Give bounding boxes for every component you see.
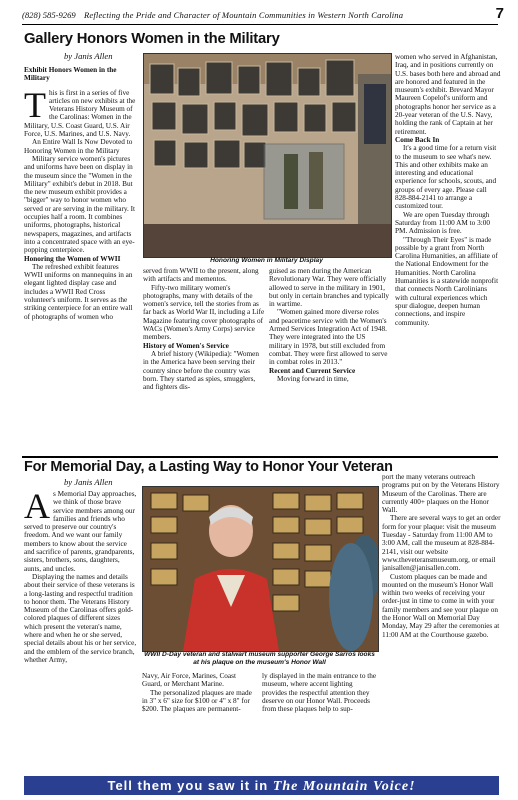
footer-text: Tell them you saw it in [107,778,269,793]
article1-column-4 [395,53,501,454]
article1-col2-subhead: History of Women's Service [143,341,229,350]
article1-lead: his is first in a series of five articles on new exhibits at the Veterans History Museum of the Carolinas: Women in the Military, U.S. Coast Guard, U.S. Air Force, U.S. Marines, and U.S. Navy. [24,88,136,139]
header-phone: (828) 585-9269 [22,10,76,20]
article2-photo-caption: WWII D-Day veteran and stalwart museum supporter George Sarros looks at his plaque on the museum's Honor Wall [144,651,375,666]
article1-photo [143,53,392,258]
article1-column-1 [24,66,138,453]
article2-drop-cap: A [24,490,50,526]
article2-title: For Memorial Day, a Lasting Way to Honor Your Veteran [24,459,393,475]
article1-column-3 [269,267,390,454]
footer-banner [24,776,499,795]
military-display-image [144,54,391,257]
article1-col3-p1: guised as men during the American Revolutionary War. They were officially allowed to serve in the military in 1901, but only in certain branches and typically in wartime. [269,267,389,309]
article-divider [22,456,498,458]
article2-photo [142,486,379,652]
article2-lead: s Memorial Day approaches, we think of those brave service members among our families and friends who served to preserve our country's freedom. And we want our family members to know about the service and sacrifice of parents, grandparents, sisters, brothers, sons, daughters, aunts, and uncles. [24,490,137,573]
article2-column-3 [262,672,377,772]
article1-col2-p2: Fifty-two military women's photographs, many with details of the women's service, tell the stories from as far back as World War II, including a Life Magazine featuring cover photographs of WACs (Women's Army Corps) service members. [143,283,265,342]
article1-col1-p3: Military service women's pictures and uniforms have been on display in the museum since the "Women in the Military" exhibit's debut in 2018. But the new museum exhibit provides a "bigger" way to honor women who served or are serving in the military. It occupies half a room. It combines uniforms, photographs, historical newspapers, magazines, and artifacts into a concentrated space with an eye-popping centerpiece. [24,154,136,255]
article2-col4-p1: port the many veterans outreach programs put on by the Veterans History Museum of the Carolinas. There are currently 400+ plaques on the Honor Wall. [382,473,500,515]
article1-subhead: Exhibit Honors Women in the Military [24,66,117,83]
page-number: 7 [495,5,504,22]
article1-byline: by Janis Allen [64,51,113,61]
article1-col2-p1: served from WWII to the present, along with artifacts and mementos. [143,267,259,284]
article2-col3-p1: ly displayed in the main entrance to the museum, where accent lighting provides the respectful attention they deserve on our Honor Wall. Proceeds from these plaques help to sup- [262,672,377,714]
header-tagline: Reflecting the Pride and Character of Mountain Communities in Western North Carolina [84,10,404,20]
honor-wall-image [143,487,378,651]
article1-col3-p3: Moving forward in time, [277,374,349,383]
article1-col2-p3: A brief history (Wikipedia): "Women in the America have been serving their country since before the country was born. They started as spies, smugglers, and fighters dis- [143,349,259,392]
header-rule [22,24,498,25]
article1-drop-cap: T [24,84,46,125]
article1-title: Gallery Honors Women in the Military [24,31,280,47]
article2-col2-p2: The personalized plaques are made in 3" x 6" size for $100 or 4" x 8" for $200. The plaques are permanent- [142,688,252,714]
article1-col1-p4: The refreshed exhibit features WWII uniforms on mannequins in an elegant lighted display case and includes a WWII Red Cross volunteer's uniform. It serves as the striking centerpiece for an entire wall of photographs of women who [24,262,133,321]
article1-column-2 [143,267,266,454]
article2-byline: by Janis Allen [64,477,113,487]
article2-column-4 [382,473,501,773]
article1-col4-subhead: Come Back In [395,135,440,144]
article2-col2-p1: Navy, Air Force, Marines, Coast Guard, or Merchant Marine. [142,672,236,689]
article1-col4-p2: It's a good time for a return visit to the museum to see what's new. This and other exhibits make an interesting and educational experience for schools, scouts, and groups of every age. Please call 828-884-2141 to arrange a customized tour. [395,144,497,211]
article2-col1-p2: Displaying the names and details about their service of these veterans is a long-lasting and respectful tradition to honor them. The Veterans History Museum of the Carolinas offers gold-colored plaques of different sizes which present the veteran's name, where and when he or she served, special details about his or her service, and the emblem of the service branch, whether Army, [24,572,137,664]
article1-col4-p1: women who served in Afghanistan, Iraq, and in positions currently on U.S. bases both here and abroad and are honored and featured in the museum's exhibit. Brevard Mayor Maureen Copelof's uniform and photographs honor her service as a 20-year veteran of the U.S. Navy, holding the rank of Captain at her retirement. [395,53,501,136]
article2-col4-p2: There are several ways to get an order form for your plaque: visit the museum Tuesday - Saturday from 11:00 AM to 3:00 AM, call the museum at 828-884-2141, visit our website www.theveteransmuseum.org, or email janisallen@janisallen.com. [382,514,501,573]
article1-col4-p4: "Through Their Eyes" is made possible by a grant from North Carolina Humanities, an affiliate of the National Endowment for the Humanities. North Carolina Humanities is a statewide nonprofit that connects North Carolinians with cultural experiences which spur dialogue, deepen human connections, and inspire community. [395,235,499,327]
footer-brand: The Mountain Voice! [272,779,416,794]
article1-col3-subhead: Recent and Current Service [269,366,356,375]
article1-col4-p3: We are open Tuesday through Saturday from 11:00 AM to 3:00 PM. Admission is free. [395,210,490,236]
article2-column-1 [24,490,138,772]
article2-column-2 [142,672,257,772]
article1-photo-caption: Honoring Women in Military Display [210,257,323,264]
page-header [22,5,508,24]
article2-col4-p3: Custom plaques can be made and mounted on the museum's Honor Wall within two weeks of receiving your order-just in time to come in with your family members and see your plaque on the Honor Wall on Memorial Day Monday, May 29 after the ceremonies at 11:00 AM at the Courthouse gazebo. [382,572,500,639]
article1-col1-p2: An Entire Wall Is Now Devoted to Honoring Women in the Military [24,138,133,155]
article1-col3-p2: "Women gained more diverse roles and peacetime service with the Women's Armed Services Integration Act of 1948. They were integrated into the US military in 1978, but still excluded from combat. They were first allowed to serve in combat roles in 2013." [269,308,388,367]
article1-col1-subhead: Honoring the Women of WWII [24,254,121,263]
